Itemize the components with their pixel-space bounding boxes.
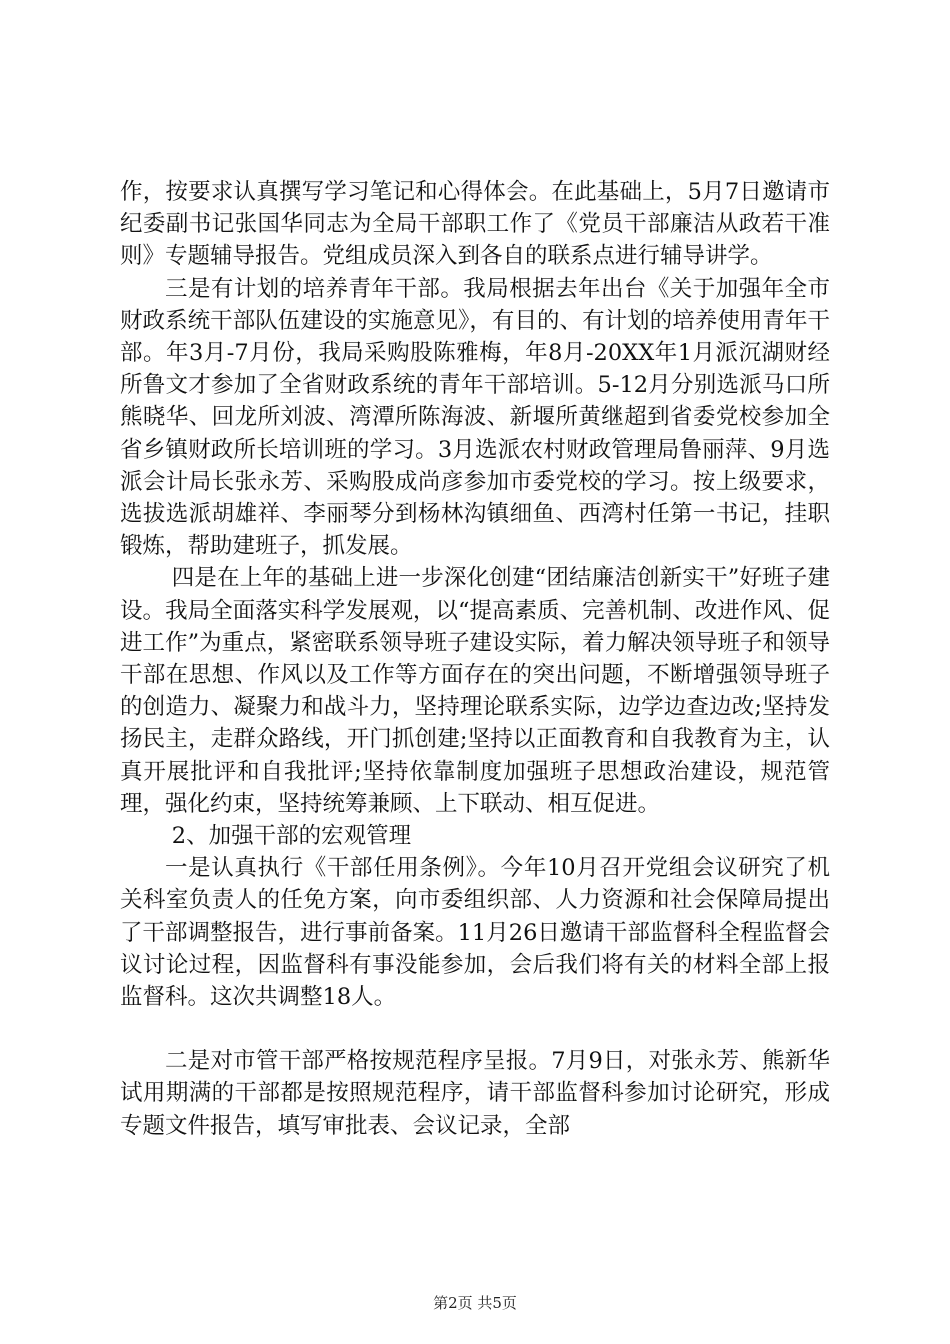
paragraph-youth-cadre-training: 三是有计划的培养青年干部。我局根据去年出台《关于加强年全市财政系统干部队伍建设的实施意见》，有目的、有计划的培养使用青年干部。年3月-7月份，我局采购股陈雅梅，年8月-20XX年1月派沉湖财经所鲁文才参加了全省财政系统的青年干部培训。5-12月分别选派马口所熊晓华、回龙所刘波、湾潭所陈海波、新堰所黄继超到省委党校参加全省乡镇财政所长培训班的学习。3月选派农村财政管理局鲁丽萍、9月选派会计局长张永芳、采购股成尚彦参加市委党校的学习。按上级要求，选拔选派胡雄祥、李丽琴分到杨林沟镇细鱼、西湾村任第一书记，挂职锻炼，帮助建班子，抓发展。 bbox=[120, 275, 830, 560]
section-heading: 2、加强干部的宏观管理 bbox=[171, 823, 412, 850]
paragraph-gap bbox=[120, 1013, 830, 1045]
paragraph-city-cadre-reporting: 二是对市管干部严格按规范程序呈报。7月9日，对张永芳、熊新华试用期满的干部都是按照规范程序，请干部监督科参加讨论研究，形成专题文件报告，填写审批表、会议记录，全部 bbox=[120, 1048, 830, 1139]
page-number-footer: 第2页 共5页 bbox=[433, 1294, 517, 1312]
paragraph-appointment-regulations: 一是认真执行《干部任用条例》。今年10月召开党组会议研究了机关科室负责人的任免方案，向市委组织部、人力资源和社会保障局提出了干部调整报告，进行事前备案。11月26日邀请干部监督科全程监督会议讨论过程，因监督科有事没能参加，会后我们将有关的材料全部上报监督科。这次共调整18人。 bbox=[120, 855, 830, 1011]
paragraph-continuation: 作，按要求认真撰写学习笔记和心得体会。在此基础上，5月7日邀请市纪委副书记张国华同志为全局干部职工作了《党员干部廉洁从政若干准则》专题辅导报告。党组成员深入到各自的联系点进行辅导讲学。 bbox=[120, 179, 830, 270]
paragraph-team-building: 四是在上年的基础上进一步深化创建“团结廉洁创新实干”好班子建设。我局全面落实科学发展观，以“提高素质、完善机制、改进作风、促进工作”为重点，紧密联系领导班子建设实际，着力解决领导班子和领导干部在思想、作风以及工作等方面存在的突出问题，不断增强领导班子的创造力、凝聚力和战斗力，坚持理论联系实际，边学边查边改;坚持发扬民主，走群众路线，开门抓创建;坚持以正面教育和自我教育为主，认真开展批评和自我批评;坚持依靠制度加强班子思想政治建设，规范管理，强化约束，坚持统筹兼顾、上下联动、相互促进。 bbox=[120, 565, 830, 817]
document-body bbox=[120, 176, 830, 1142]
